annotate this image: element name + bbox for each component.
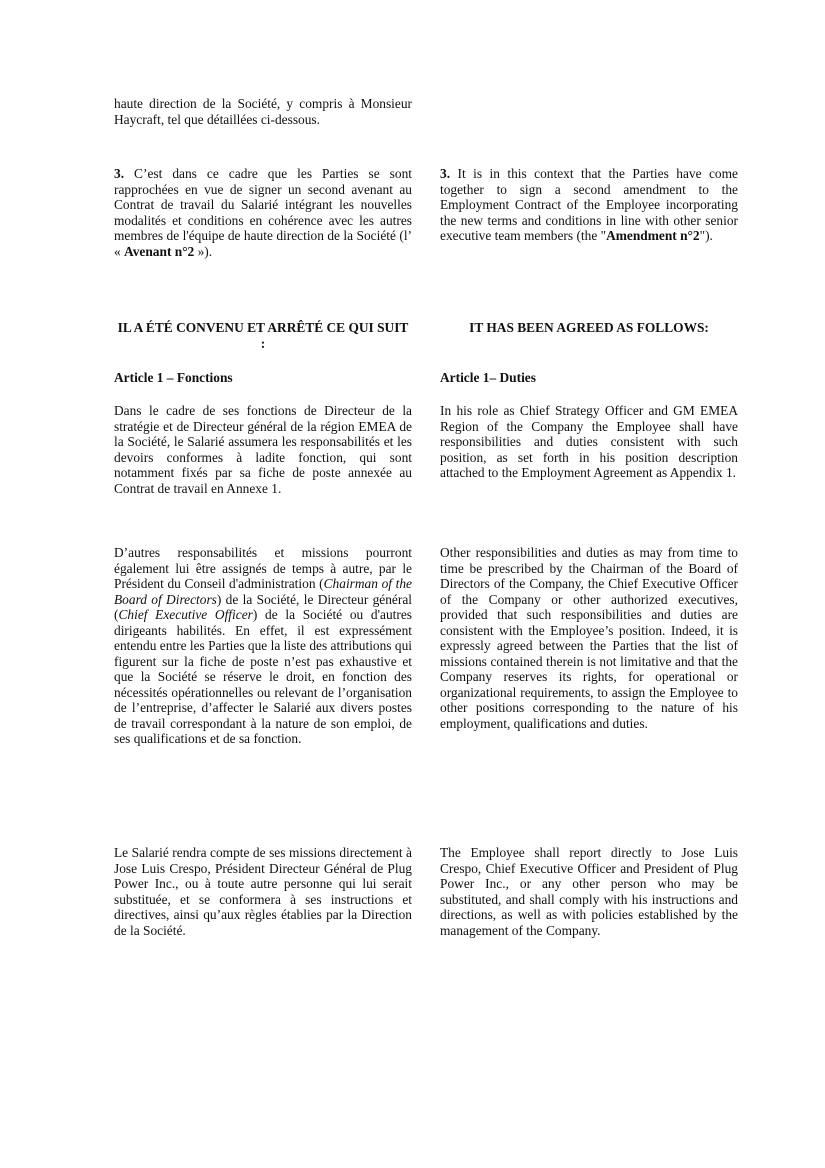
en-paragraph-3-close: ").	[699, 228, 713, 243]
fr-art1-p2-part-c: ) de la Société ou d'autres dirigeants habilités. En effet, il est expressément entendu entre les Parties que la liste des attributions qui figurent sur la fiche de poste n’est pas exhaustive et que la Société se réserve le droit, en fonction des nécessités opérationnelles ou relevant de l’organisation de l’entreprise, d’affecter le Salarié aux divers postes de travail correspondant à la nature de son emploi, de ses qualifications et de sa fonction.	[114, 607, 412, 746]
en-paragraph-3-text: It is in this context that the Parties have come together to sign a second amendment to the Employment Contract of the Employee incorporating the new terms and conditions in line with other senior executive team members (the "	[440, 166, 738, 243]
fr-agreed-heading: IL A ÉTÉ CONVENU ET ARRÊTÉ CE QUI SUIT :	[117, 320, 409, 351]
en-agreed-heading: IT HAS BEEN AGREED AS FOLLOWS:	[469, 320, 709, 335]
fr-art1-p2-ceo: Chief Executive Officer	[118, 607, 253, 622]
en-paragraph-3	[440, 166, 738, 244]
fr-amendment-term: Avenant n°2	[124, 243, 195, 259]
fr-art1-p2-part-b: ) de la Société, le Directeur général (	[114, 591, 413, 622]
fr-intro-end: haute direction de la Société, y compris à Monsieur Haycraft, tel que détaillées ci-dessous.	[114, 96, 412, 127]
fr-art1-p2-chairman: Chairman of the Board of Directors	[114, 576, 412, 607]
fr-art1-p2-part-a: D’autres responsabilités et missions pourront également lui être assignés de temps à autre, par le Président du Conseil d'administration (	[114, 545, 412, 591]
en-amendment-term: Amendment n°2	[606, 228, 700, 243]
en-article-1-title: Article 1– Duties	[440, 370, 536, 385]
fr-article-1-paragraph-3: Le Salarié rendra compte de ses missions directement à Jose Luis Crespo, Président Directeur Général de Plug Power Inc., ou à toute autre personne qui lui serait substituée, et se conformera à ses instructions et directives, ainsi qu’aux règles établies par la Direction de la Société.	[114, 845, 412, 938]
en-paragraph-3-number: 3.	[440, 166, 451, 181]
fr-paragraph-3	[114, 166, 412, 259]
en-article-1-paragraph-2: Other responsibilities and duties as may from time to time be prescribed by the Chairman of the Board of Directors of the Company, the Chief Executive Officer of the Company or other authorized executives, provided that such responsibilities and duties are consistent with the Employee’s position. Indeed, it is expressly agreed between the Parties that the list of missions contained therein is not limitative and that the Company reserves its rights, for operational or organizational requirements, to assign the Employee to other positions corresponding to the nature of his employment, qualifications and duties.	[440, 545, 738, 731]
fr-article-1-paragraph-1: Dans le cadre de ses fonctions de Directeur de la stratégie et de Directeur général de la région EMEA de la Société, le Salarié assumera les responsabilités et les devoirs conformes à ladite fonction, qui sont notamment fixés par sa fiche de poste annexée au Contrat de travail en Annexe 1.	[114, 403, 412, 496]
en-article-1-paragraph-3: The Employee shall report directly to Jose Luis Crespo, Chief Executive Officer and President of Plug Power Inc., or any other person who may be substituted, and shall comply with his instructions and directions, as well as with policies established by the management of the Company.	[440, 845, 738, 938]
fr-article-1-paragraph-2	[114, 545, 412, 747]
en-article-1-paragraph-1: In his role as Chief Strategy Officer and GM EMEA Region of the Company the Employee shall have responsibilities and duties consistent with such position, as set forth in his position description attached to the Employment Agreement as Appendix 1.	[440, 403, 738, 480]
fr-paragraph-3-number: 3.	[114, 166, 125, 181]
fr-paragraph-3-close: »).	[194, 243, 213, 259]
fr-article-1-title: Article 1 – Fonctions	[114, 370, 233, 385]
fr-paragraph-3-text: C’est dans ce cadre que les Parties se sont rapprochées en vue de signer un second avenant au Contrat de travail du Salarié intégrant les nouvelles modalités et conditions en cohérence avec les autres membres de l'équipe de haute direction de la Société (l’ «	[114, 166, 412, 259]
